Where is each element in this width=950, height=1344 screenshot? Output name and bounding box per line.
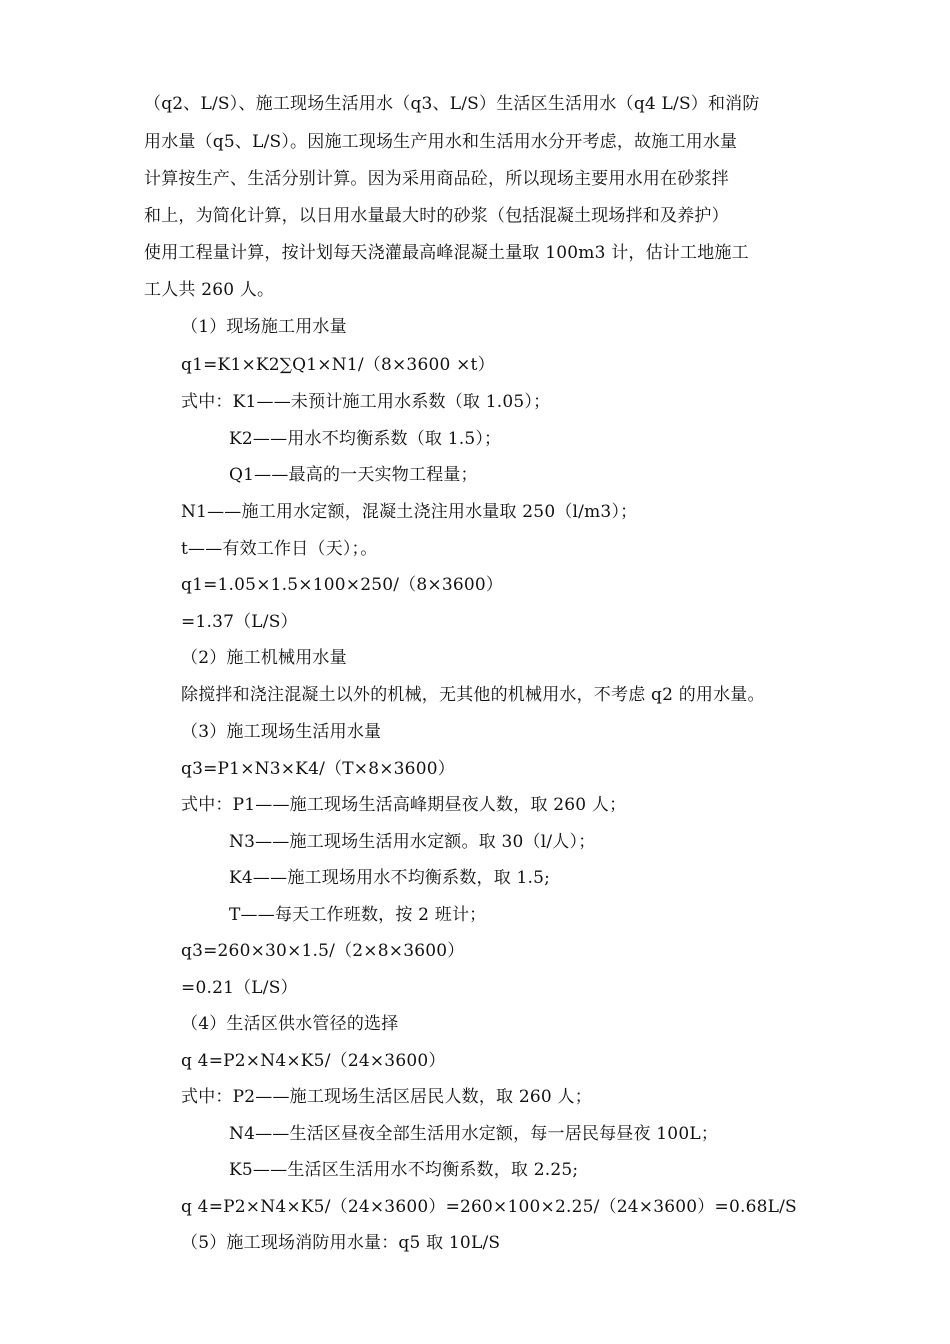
section1-n1: N1——施工用水定额，混凝土浇注用水量取 250（l/m3）； xyxy=(181,502,638,522)
intro-line-3: 计算按生产、生活分别计算。因为采用商品砼，所以现场主要用水用在砂浆拌 xyxy=(144,169,729,189)
intro-line-2: 用水量（q5、L/S）。因施工现场生产用水和生活用水分开考虑，故施工用水量 xyxy=(144,132,738,152)
section1-t: t——有效工作日（天）；。 xyxy=(181,539,378,559)
section3-formula: q3=P1×N3×K4/（T×8×3600） xyxy=(181,759,455,779)
intro-line-4: 和上，为简化计算，以日用水量最大时的砂浆（包括混凝土现场拌和及养护） xyxy=(144,206,729,226)
intro-line-5: 使用工程量计算，按计划每天浇灌最高峰混凝土量取 100m3 计，估计工地施工 xyxy=(144,243,749,263)
section1-result: =1.37（L/S） xyxy=(181,612,298,632)
section2-heading: （2）施工机械用水量 xyxy=(181,648,347,668)
section3-heading: （3）施工现场生活用水量 xyxy=(181,722,382,742)
section1-calc: q1=1.05×1.5×100×250/（8×3600） xyxy=(181,575,504,595)
section3-result: =0.21（L/S） xyxy=(181,978,298,998)
section1-heading: （1）现场施工用水量 xyxy=(181,317,347,337)
section3-t: T——每天工作班数，按 2 班计； xyxy=(229,905,487,925)
section4-calc: q 4=P2×N4×K5/（24×3600）=260×100×2.25/（24×3600）=0.68L/S xyxy=(181,1197,797,1217)
section4-heading: （4）生活区供水管径的选择 xyxy=(181,1014,399,1034)
section4-n4: N4——生活区昼夜全部生活用水定额，每一居民每昼夜 100L； xyxy=(229,1124,719,1144)
intro-line-6: 工人共 260 人。 xyxy=(144,280,275,300)
section1-q1def: Q1——最高的一天实物工程量； xyxy=(229,465,478,485)
section3-p1: 式中：P1——施工现场生活高峰期昼夜人数，取 260 人； xyxy=(181,795,627,815)
section3-n3: N3——施工现场生活用水定额。取 30（l/人）； xyxy=(229,832,596,852)
section3-k4: K4——施工现场用水不均衡系数，取 1.5; xyxy=(229,868,551,888)
section1-k1: 式中：K1——未预计施工用水系数（取 1.05）； xyxy=(181,392,551,412)
intro-line-1: （q2、L/S）、施工现场生活用水（q3、L/S）生活区生活用水（q4 L/S）和消防 xyxy=(144,94,760,114)
section4-p2: 式中：P2——施工现场生活区居民人数，取 260 人； xyxy=(181,1087,592,1107)
section5-heading: （5）施工现场消防用水量：q5 取 10L/S xyxy=(181,1233,501,1253)
section1-k2: K2——用水不均衡系数（取 1.5）； xyxy=(229,429,502,449)
section3-calc: q3=260×30×1.5/（2×8×3600） xyxy=(181,941,465,961)
section4-k5: K5——生活区生活用水不均衡系数，取 2.25; xyxy=(229,1160,579,1180)
section4-formula: q 4=P2×N4×K5/（24×3600） xyxy=(181,1051,446,1071)
section1-formula: q1=K1×K2∑Q1×N1/（8×3600 ×t） xyxy=(181,355,495,375)
section2-text: 除搅拌和浇注混凝土以外的机械，无其他的机械用水，不考虑 q2 的用水量。 xyxy=(181,685,765,705)
